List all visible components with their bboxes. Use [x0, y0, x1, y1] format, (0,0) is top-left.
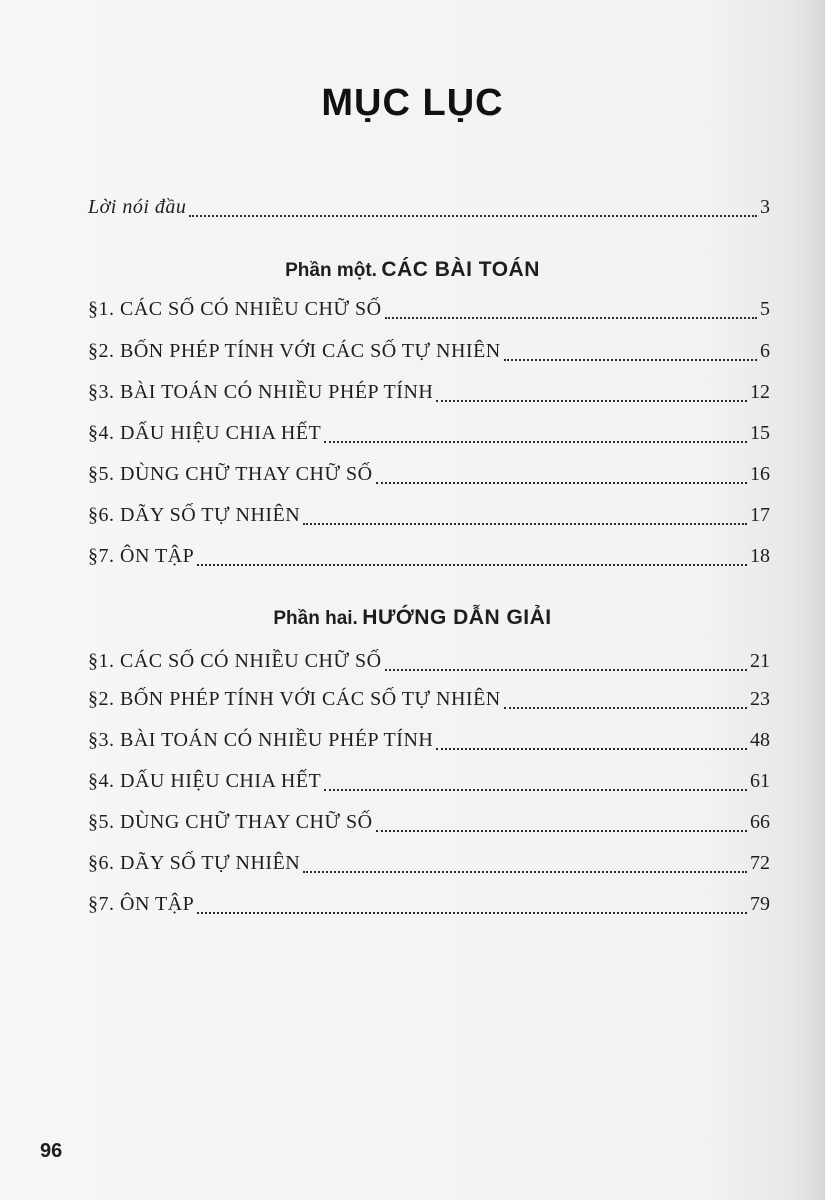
toc-page-number: 18	[750, 545, 770, 567]
toc-entry-label: §1. CÁC SỐ CÓ NHIỀU CHỮ SỐ	[88, 650, 382, 672]
toc-page-number: 3	[760, 196, 770, 218]
toc-entry-label: §6. DÃY SỐ TỰ NHIÊN	[88, 504, 301, 526]
toc-entry-label: §6. DÃY SỐ TỰ NHIÊN	[88, 852, 301, 874]
toc-page-number: 48	[750, 729, 770, 751]
toc-entry-label: §5. DÙNG CHỮ THAY CHỮ SỐ	[88, 463, 373, 485]
toc-entry[interactable]	[88, 811, 770, 837]
toc-entry[interactable]	[88, 650, 770, 676]
toc-entry-label: §3. BÀI TOÁN CÓ NHIỀU PHÉP TÍNH	[88, 381, 434, 403]
dot-leader	[189, 215, 757, 217]
toc-entry[interactable]	[88, 770, 770, 796]
toc-entry-label: Lời nói đầu	[88, 196, 187, 218]
toc-page-number: 15	[750, 422, 770, 444]
dot-leader	[504, 707, 747, 709]
toc-entry[interactable]	[88, 298, 770, 324]
dot-leader	[324, 789, 747, 791]
toc-entry-label: §7. ÔN TẬP	[88, 893, 195, 915]
toc-page-number: 72	[750, 852, 770, 874]
dot-leader	[436, 748, 747, 750]
toc-page-number: 12	[750, 381, 770, 403]
dot-leader	[303, 871, 747, 873]
part-one-heading	[0, 258, 825, 282]
dot-leader	[436, 400, 747, 402]
toc-entry[interactable]	[88, 545, 770, 571]
toc-page-number: 79	[750, 893, 770, 915]
toc-page-number: 66	[750, 811, 770, 833]
toc-entry[interactable]	[88, 463, 770, 489]
toc-entry-intro[interactable]	[88, 196, 770, 222]
toc-entry-label: §5. DÙNG CHỮ THAY CHỮ SỐ	[88, 811, 373, 833]
toc-entry[interactable]	[88, 852, 770, 878]
toc-entry[interactable]	[88, 504, 770, 530]
toc-entry[interactable]	[88, 422, 770, 448]
toc-entry-label: §2. BỐN PHÉP TÍNH VỚI CÁC SỐ TỰ NHIÊN	[88, 340, 501, 362]
dot-leader	[303, 523, 747, 525]
toc-entry[interactable]	[88, 340, 770, 366]
toc-page-number: 16	[750, 463, 770, 485]
part-two-heading	[0, 606, 825, 630]
dot-leader	[385, 669, 747, 671]
toc-page-number: 21	[750, 650, 770, 672]
toc-page-number: 6	[760, 340, 770, 362]
part-two-title: HƯỚNG DẪN GIẢI	[362, 606, 552, 629]
dot-leader	[197, 564, 747, 566]
toc-entry[interactable]	[88, 893, 770, 919]
page-title: MỤC LỤC	[321, 82, 504, 124]
dot-leader	[197, 912, 747, 914]
dot-leader	[376, 482, 747, 484]
dot-leader	[324, 441, 747, 443]
dot-leader	[376, 830, 747, 832]
toc-entry-label: §2. BỐN PHÉP TÍNH VỚI CÁC SỐ TỰ NHIÊN	[88, 688, 501, 710]
dot-leader	[504, 359, 757, 361]
toc-entry-label: §4. DẤU HIỆU CHIA HẾT	[88, 770, 322, 792]
toc-page-number: 61	[750, 770, 770, 792]
part-one-title: CÁC BÀI TOÁN	[381, 258, 540, 281]
toc-entry-label: §7. ÔN TẬP	[88, 545, 195, 567]
toc-page-number: 17	[750, 504, 770, 526]
toc-entry-label: §1. CÁC SỐ CÓ NHIỀU CHỮ SỐ	[88, 298, 382, 320]
toc-entry-label: §3. BÀI TOÁN CÓ NHIỀU PHÉP TÍNH	[88, 729, 434, 751]
toc-entry[interactable]	[88, 381, 770, 407]
page-number: 96	[40, 1140, 63, 1162]
toc-entry-label: §4. DẤU HIỆU CHIA HẾT	[88, 422, 322, 444]
toc-page-number: 23	[750, 688, 770, 710]
dot-leader	[385, 317, 757, 319]
toc-entry[interactable]	[88, 688, 770, 714]
part-one-prefix: Phần một.	[285, 260, 377, 281]
toc-page-number: 5	[760, 298, 770, 320]
part-two-prefix: Phần hai.	[273, 608, 358, 629]
toc-entry[interactable]	[88, 729, 770, 755]
